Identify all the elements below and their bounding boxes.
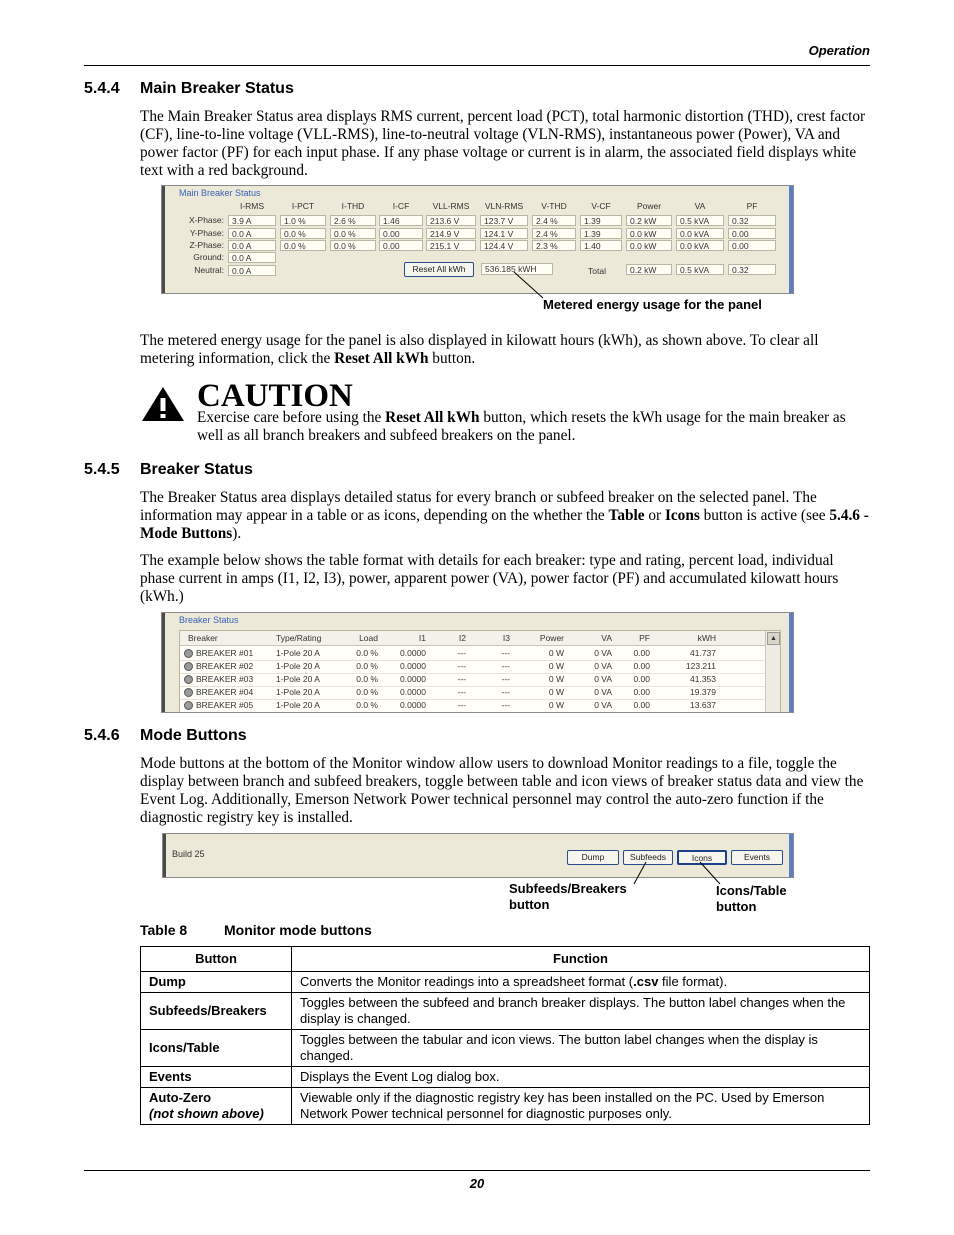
table-cell: --- (501, 648, 510, 658)
callout-metered-energy: Metered energy usage for the panel (543, 297, 762, 312)
table-cell: 0.0 % (356, 700, 378, 710)
table-cell: 1-Pole 20 A (276, 687, 320, 697)
value-cell: 0.5 kVA (676, 215, 724, 226)
value-cell: 3.9 A (228, 215, 276, 226)
table-cell: 1-Pole 20 A (276, 700, 320, 710)
table-cell: 0 W (548, 648, 564, 658)
table-row (141, 1088, 870, 1125)
value-cell: 0.0 kW (626, 228, 672, 239)
value-cell: 0.0 % (330, 228, 376, 239)
value-cell: 0.2 kW (626, 215, 672, 226)
row-label-neutral: Neutral: (194, 265, 224, 275)
breaker-table (179, 630, 781, 713)
section-heading-5-4-6 (84, 727, 247, 745)
button-name-cell (141, 993, 292, 1030)
section-title: Mode Buttons (140, 727, 247, 744)
table-cell: --- (501, 661, 510, 671)
table-cell: 0.0 % (356, 661, 378, 671)
value-cell: 2.4 % (532, 215, 576, 226)
table-cell: BREAKER #04 (196, 687, 254, 697)
dump-button[interactable]: Dump (567, 850, 619, 865)
value-cell: 1.40 (580, 240, 622, 251)
column-header: PF (746, 201, 758, 211)
panel-left-border (162, 186, 165, 293)
table-cell: 0.0 % (356, 674, 378, 684)
status-led-icon (184, 649, 193, 658)
paragraph-main-breaker: The Main Breaker Status area displays RMS current, percent load (PCT), total harmonic distortion (THD), crest factor (CF), line-to-line voltage (VLL-RMS), line-to-neutral voltage (VLN-RMS), instantaneous power (Power), VA and power factor (PF) for each input phase. If any phase voltage or current is in alarm, the associated field displays white text with a red background. (140, 108, 866, 179)
value-cell: 2.6 % (330, 215, 376, 226)
paragraph-metered-energy: The metered energy usage for the panel is also displayed in kilowatt hours (kWh), as shown above. To clear all metering information, click the Reset All kWh button. (140, 332, 819, 367)
value-cell: 0.00 (728, 240, 776, 251)
events-button[interactable]: Events (731, 850, 783, 865)
paragraph-mode-buttons: Mode buttons at the bottom of the Monitor window allow users to download Monitor readings to a file, toggle the display between branch and subfeed breakers, toggle between table and icon views of breaker status data and view the Event Log. Additionally, Emerson Network Power technical personnel may control the auto-zero function if the diagnostic registry key is installed. (140, 755, 864, 826)
value-cell: 1.46 (379, 215, 423, 226)
button-name-cell (141, 1088, 292, 1125)
section-number: 5.4.5 (84, 461, 120, 478)
table-cell: 0.00 (633, 648, 650, 658)
table-cell: 0.00 (633, 661, 650, 671)
table-cell: 0 VA (594, 648, 612, 658)
value-cell: 124.4 V (480, 240, 528, 251)
footer-rule (84, 1170, 870, 1171)
table-row (141, 1067, 870, 1088)
function-cell: Converts the Monitor readings into a spreadsheet format (.csv file format). (292, 972, 870, 993)
table-cell: 0 VA (594, 674, 612, 684)
table-cell: 0 W (548, 687, 564, 697)
table-cell: 19.379 (690, 687, 716, 697)
table-cell: BREAKER #05 (196, 700, 254, 710)
value-cell: 2.3 % (532, 240, 576, 251)
function-cell: Viewable only if the diagnostic registry key has been installed on the PC. Used by Emerson Network Power technical personnel for diagnostic purposes only. (292, 1088, 870, 1125)
column-header: VLL-RMS (432, 201, 470, 211)
table-cell: 0 W (548, 661, 564, 671)
value-cell: 0.0 % (280, 240, 326, 251)
column-header: I-PCT (291, 201, 315, 211)
table-cell: BREAKER #01 (196, 648, 254, 658)
table-cell: 1-Pole 20 A (276, 648, 320, 658)
caution-title: CAUTION (197, 378, 353, 414)
table-cell: 0.0000 (400, 648, 426, 658)
table-cell: 0 VA (594, 661, 612, 671)
table-cell: 123.211 (685, 661, 716, 671)
value-cell: 123.7 V (480, 215, 528, 226)
value-cell: 1.39 (580, 215, 622, 226)
button-name-cell (141, 972, 292, 993)
header-rule (84, 65, 870, 66)
column-header: Type/Rating (276, 633, 322, 643)
value-cell: 214.9 V (426, 228, 476, 239)
column-header: I-CF (392, 201, 410, 211)
column-header: Load (359, 633, 378, 643)
main-breaker-status-panel (161, 185, 794, 294)
callout-line (512, 270, 552, 300)
column-header: VA (694, 201, 706, 211)
section-heading-5-4-5 (84, 461, 253, 479)
section-title: Main Breaker Status (140, 80, 294, 97)
table-cell: 0.00 (633, 674, 650, 684)
table-cell: 1-Pole 20 A (276, 661, 320, 671)
table-row[interactable] (180, 647, 765, 661)
table-cell: 41.737 (690, 648, 716, 658)
table-cell: BREAKER #02 (196, 661, 254, 671)
column-header: Power (636, 201, 662, 211)
table-cell: 41.353 (690, 674, 716, 684)
column-header: Power (539, 633, 564, 643)
column-header: I-RMS (239, 201, 265, 211)
table-cell: 0.0000 (400, 661, 426, 671)
button-name: Subfeeds/Breakers (149, 1003, 267, 1018)
running-header: Operation (808, 43, 870, 58)
value-cell: 0.00 (379, 228, 423, 239)
paragraph-table-format: The example below shows the table format with details for each breaker: type and rating, percent load, individual phase current in amps (I1, I2, I3), power, apparent power (VA), power factor (PF) and accumulated kilowatt hours (kWh.) (140, 552, 839, 605)
paragraph-breaker-status: The Breaker Status area displays detailed status for every branch or subfeed breaker on the selected panel. The information may appear in a table or as icons, depending on the whether the Table or Icons button is active (see 5.4.6 - Mode Buttons). (140, 489, 869, 542)
value-cell: 124.1 V (480, 228, 528, 239)
table-header-row (180, 631, 765, 646)
column-header: I1 (418, 633, 426, 643)
table-cell: 0.0000 (400, 674, 426, 684)
table-row (141, 1030, 870, 1067)
value-cell: 1.0 % (280, 215, 326, 226)
value-cell: 213.6 V (426, 215, 476, 226)
group-title: Breaker Status (179, 615, 239, 625)
button-name-cell (141, 1030, 292, 1067)
table-header-function: Function (292, 947, 870, 972)
subfeeds-button[interactable]: Subfeeds (623, 850, 673, 865)
table-row[interactable] (180, 673, 765, 687)
table-row (141, 993, 870, 1030)
table-row[interactable] (180, 660, 765, 674)
table-header-button: Button (141, 947, 292, 972)
status-led-icon (184, 662, 193, 671)
table-cell: 0 VA (594, 700, 612, 710)
function-cell: Displays the Event Log dialog box. (292, 1067, 870, 1088)
table-cell: --- (457, 661, 466, 671)
value-cell: 0.0 A (228, 240, 276, 251)
table-cell: 0 VA (594, 687, 612, 697)
total-value: 0.32 (728, 264, 776, 275)
value-cell: 0.0 % (280, 228, 326, 239)
value-cell: 0.0 % (330, 240, 376, 251)
table-cell: 0.0 % (356, 648, 378, 658)
callout-icons-table: Icons/Table button (716, 883, 787, 914)
value-cell: 0.0 kVA (676, 228, 724, 239)
panel-left-border (163, 834, 166, 877)
panel-right-border (789, 613, 793, 712)
table-cell: BREAKER #03 (196, 674, 254, 684)
table-cell: 13.637 (690, 700, 716, 710)
table-caption: Table 8 Monitor mode buttons (140, 922, 372, 938)
panel-right-border (789, 834, 793, 877)
button-name: Auto-Zero (149, 1090, 212, 1105)
button-name: Dump (149, 974, 186, 989)
reset-all-kwh-button[interactable]: Reset All kWh (404, 262, 474, 277)
table-cell: --- (501, 700, 510, 710)
table-cell: 1-Pole 20 A (276, 674, 320, 684)
total-label: Total (588, 266, 606, 276)
table-cell: --- (457, 687, 466, 697)
function-cell: Toggles between the subfeed and branch breaker displays. The button label changes when the display is changed. (292, 993, 870, 1030)
button-name: Icons/Table (149, 1040, 220, 1055)
table-cell: 0.0000 (400, 687, 426, 697)
button-name: Events (149, 1069, 192, 1084)
ground-value: 0.0 A (228, 252, 276, 263)
callout-subfeeds-breakers: Subfeeds/Breakers button (509, 881, 627, 912)
table-cell: --- (501, 687, 510, 697)
status-led-icon (184, 675, 193, 684)
table-row (141, 972, 870, 993)
kwh-value: 536.185 kWH (481, 263, 553, 275)
value-cell: 2.4 % (532, 228, 576, 239)
value-cell: 0.00 (379, 240, 423, 251)
table-cell: --- (457, 700, 466, 710)
section-number: 5.4.4 (84, 80, 120, 97)
table-cell: --- (457, 674, 466, 684)
vertical-scrollbar[interactable] (765, 631, 780, 713)
section-number: 5.4.6 (84, 727, 120, 744)
panel-right-border (789, 186, 793, 293)
column-header: kWH (697, 633, 716, 643)
row-label: Y-Phase: (189, 228, 224, 238)
section-heading-5-4-4 (84, 80, 294, 98)
column-header: I2 (458, 633, 466, 643)
row-label: X-Phase: (189, 215, 224, 225)
table-cell: --- (457, 648, 466, 658)
panel-left-border (162, 613, 165, 712)
page-number: 20 (469, 1176, 485, 1191)
value-cell: 0.32 (728, 215, 776, 226)
mode-buttons-table (140, 946, 870, 1125)
value-cell: 0.00 (728, 228, 776, 239)
table-row[interactable] (180, 699, 765, 713)
warning-icon (141, 386, 185, 422)
column-header: PF (639, 633, 650, 643)
row-label-ground: Ground: (193, 252, 224, 262)
table-cell: 0 W (548, 700, 564, 710)
table-cell: 0.00 (633, 687, 650, 697)
table-cell: 0.00 (633, 700, 650, 710)
button-note: (not shown above) (149, 1106, 264, 1121)
icons-button[interactable]: Icons (677, 850, 727, 865)
value-cell: 1.39 (580, 228, 622, 239)
table-cell: --- (501, 674, 510, 684)
table-cell: 0.0 % (356, 687, 378, 697)
row-label: Z-Phase: (189, 240, 224, 250)
neutral-value: 0.0 A (228, 265, 276, 276)
section-title: Breaker Status (140, 461, 253, 478)
group-title: Main Breaker Status (179, 188, 261, 198)
value-cell: 0.0 kVA (676, 240, 724, 251)
table-cell: 0.0000 (400, 700, 426, 710)
total-value: 0.2 kW (626, 264, 672, 275)
column-header: I-THD (341, 201, 365, 211)
column-header: V-CF (591, 201, 611, 211)
value-cell: 0.0 kW (626, 240, 672, 251)
column-header: VLN-RMS (484, 201, 524, 211)
caution-text: Exercise care before using the Reset All kWh button, which resets the kWh usage for the main breaker as well as all branch breakers and subfeed breakers on the panel. (197, 409, 846, 444)
column-header: I3 (502, 633, 510, 643)
value-cell: 0.0 A (228, 228, 276, 239)
button-name-cell (141, 1067, 292, 1088)
status-led-icon (184, 688, 193, 697)
scroll-up-icon[interactable]: ▲ (767, 632, 780, 645)
status-led-icon (184, 701, 193, 710)
function-cell: Toggles between the tabular and icon views. The button label changes when the display is changed. (292, 1030, 870, 1067)
build-label: Build 25 (172, 849, 205, 859)
table-row[interactable] (180, 686, 765, 700)
column-header: V-THD (541, 201, 567, 211)
column-header: VA (601, 633, 612, 643)
value-cell: 215.1 V (426, 240, 476, 251)
column-header: Breaker (188, 633, 218, 643)
breaker-status-panel (161, 612, 794, 713)
total-value: 0.5 kVA (676, 264, 724, 275)
table-cell: 0 W (548, 674, 564, 684)
